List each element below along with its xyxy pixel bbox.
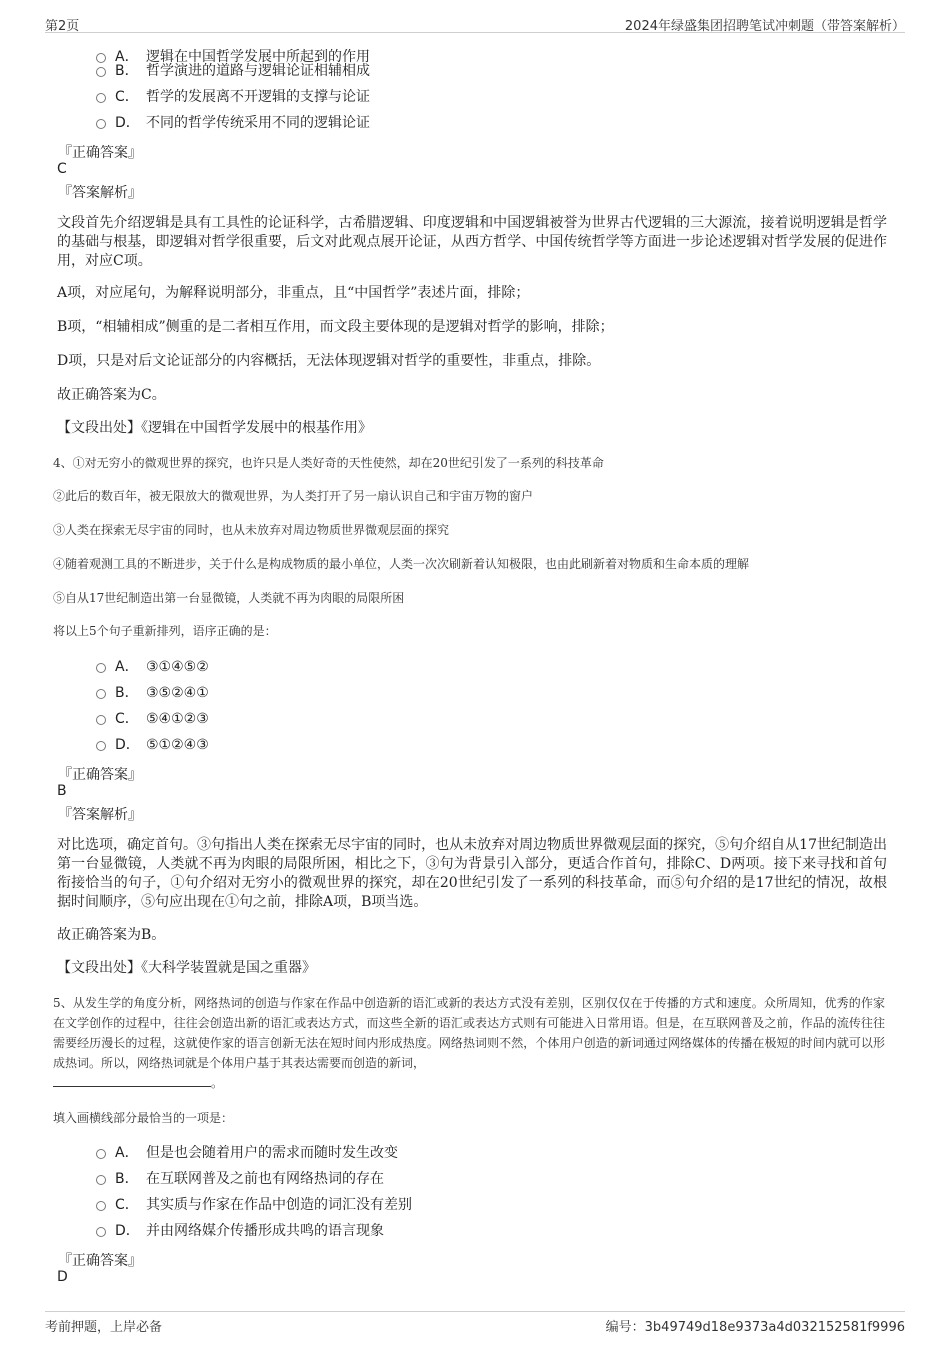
q3-option-d[interactable]: D． 不同的哲学传统采用不同的逻辑论证 [96, 114, 370, 132]
q3-option-c[interactable]: C． 哲学的发展离不开逻辑的支撑与论证 [96, 88, 370, 106]
q4-option-c[interactable]: C． ⑤④①②③ [96, 710, 209, 728]
footer-slogan: 考前押题，上岸必备 [45, 1320, 163, 1335]
page-header [45, 12, 905, 33]
radio-icon[interactable] [96, 93, 106, 103]
q3-analysis-text: 文段首先介绍逻辑是具有工具性的论证科学，古希腊逻辑、印度逻辑和中国逻辑被誉为世界古代逻辑的三大源流，接着说明逻辑是哲学的基础与根基，即逻辑对哲学很重要，后文对此观点展开论证，从西方哲学、中国传统哲学等方面进一步论述逻辑对哲学发展的促进作用，对应C项。 [57, 215, 887, 269]
q3-note-b: B项，“相辅相成”侧重的是二者相互作用，而文段主要体现的是逻辑对哲学的影响，排除； [57, 319, 614, 335]
q4-analysis-text: 对比选项，确定首句。③句指出人类在探索无尽宇宙的同时，也从未放弃对周边物质世界微观层面的探究，⑤句介绍自从17世纪制造出第一台显微镜，人类就不再为肉眼的局限所困，相比之下，③句为背景引入部分，更适合作首句，排除C、D两项。接下来寻找和首句衔接恰当的句子，①句介绍对无穷小的微观世界的探究，却在20世纪引发了一系列的科技革命，而⑤句介绍的是17世纪的情况，故根据时间顺序，⑤句应出现在①句之前，排除A项，B项当选。 [57, 837, 887, 910]
radio-icon[interactable] [96, 741, 106, 751]
q4-sentence-4: ④随着观测工具的不断进步，关于什么是构成物质的最小单位，人类一次次刷新着认知极限，也由此刷新着对物质和生命本质的理解 [53, 557, 750, 571]
q4-sentence-5: ⑤自从17世纪制造出第一台显微镜，人类就不再为肉眼的局限所困 [53, 591, 405, 605]
q4-sentence-2: ②此后的数百年，被无限放大的微观世界，为人类打开了另一扇认识自己和宇宙万物的窗户 [53, 489, 534, 503]
radio-icon[interactable] [96, 1175, 106, 1185]
q3-answer: C [57, 161, 67, 177]
q3-analysis-label: 『答案解析』 [58, 185, 142, 201]
radio-icon[interactable] [96, 663, 106, 673]
q4-answer: B [57, 783, 67, 799]
q4-option-a[interactable]: A． ③①④⑤② [96, 658, 209, 676]
radio-icon[interactable] [96, 1149, 106, 1159]
q4-sentence-1: 4、①对无穷小的微观世界的探究，也许只是人类好奇的天性使然，却在20世纪引发了一系列的科技革命 [53, 456, 604, 470]
q5-prompt: 填入画横线部分最恰当的一项是： [53, 1111, 234, 1125]
radio-icon[interactable] [96, 715, 106, 725]
fill-blank-line [53, 1074, 211, 1087]
q5-stem: 5、从发生学的角度分析，网络热词的创造与作家在作品中创造新的语汇或新的表达方式没有差别，区别仅仅在于传播的方式和速度。众所周知，优秀的作家在文学创作的过程中，往往会创造出新的语汇或表达方式，而这些全新的语汇或表达方式则有可能进入日常用语。但是，在互联网普及之前，作品的流传往往需要经历漫长的过程，这就使作家的语言创新无法在短时间内形成热度。网络热词则不然，个体用户创造的新词通过网络媒体的传播在极短的时间内就可以形成热词。所以，网络热词就是个体用户基于其表达需要而创造的新词， 。 [53, 996, 885, 1090]
q5-answer: D [57, 1269, 68, 1285]
q3-option-a[interactable]: A． 逻辑在中国哲学发展中所起到的作用 [96, 48, 370, 66]
q4-option-d[interactable]: D． ⑤①②④③ [96, 736, 209, 754]
q4-sentence-3: ③人类在探索无尽宇宙的同时，也从未放弃对周边物质世界微观层面的探究 [53, 523, 450, 537]
q3-note-d: D项，只是对后文论证部分的内容概括，无法体现逻辑对哲学的重要性，非重点，排除。 [57, 353, 601, 369]
q5-option-c[interactable]: C． 其实质与作家在作品中创造的词汇没有差别 [96, 1196, 412, 1214]
q3-option-b[interactable]: B． 哲学演进的道路与逻辑论证相辅相成 [96, 62, 370, 80]
radio-icon[interactable] [96, 1201, 106, 1211]
radio-icon[interactable] [96, 689, 106, 699]
q3-answer-label: 『正确答案』 [58, 145, 142, 161]
q3-note-a: A项，对应尾句，为解释说明部分，非重点，且“中国哲学”表述片面，排除； [57, 285, 530, 301]
page-number: 第2页 [45, 19, 80, 34]
document-title: 2024年绿盛集团招聘笔试冲刺题（带答案解析） [624, 19, 905, 34]
radio-icon[interactable] [96, 1227, 106, 1237]
footer-serial: 编号：3b49749d18e9373a4d032152581f9996 [605, 1320, 905, 1335]
q5-option-d[interactable]: D． 并由网络媒介传播形成共鸣的语言现象 [96, 1222, 384, 1240]
q3-source: 【文段出处】《逻辑在中国哲学发展中的根基作用》 [57, 420, 372, 436]
page-footer [45, 1311, 905, 1334]
q5-answer-label: 『正确答案』 [58, 1253, 142, 1269]
q5-option-a[interactable]: A． 但是也会随着用户的需求而随时发生改变 [96, 1144, 398, 1162]
q4-analysis-label: 『答案解析』 [58, 807, 142, 823]
q3-conclusion: 故正确答案为C。 [57, 387, 166, 403]
q5-option-b[interactable]: B． 在互联网普及之前也有网络热词的存在 [96, 1170, 384, 1188]
q4-answer-label: 『正确答案』 [58, 767, 142, 783]
radio-icon[interactable] [96, 67, 106, 77]
q4-conclusion: 故正确答案为B。 [57, 927, 166, 943]
radio-icon[interactable] [96, 119, 106, 129]
q4-prompt: 将以上5个句子重新排列，语序正确的是： [53, 624, 277, 638]
q4-source: 【文段出处】《大科学装置就是国之重器》 [57, 960, 316, 976]
q4-option-b[interactable]: B． ③⑤②④① [96, 684, 209, 702]
